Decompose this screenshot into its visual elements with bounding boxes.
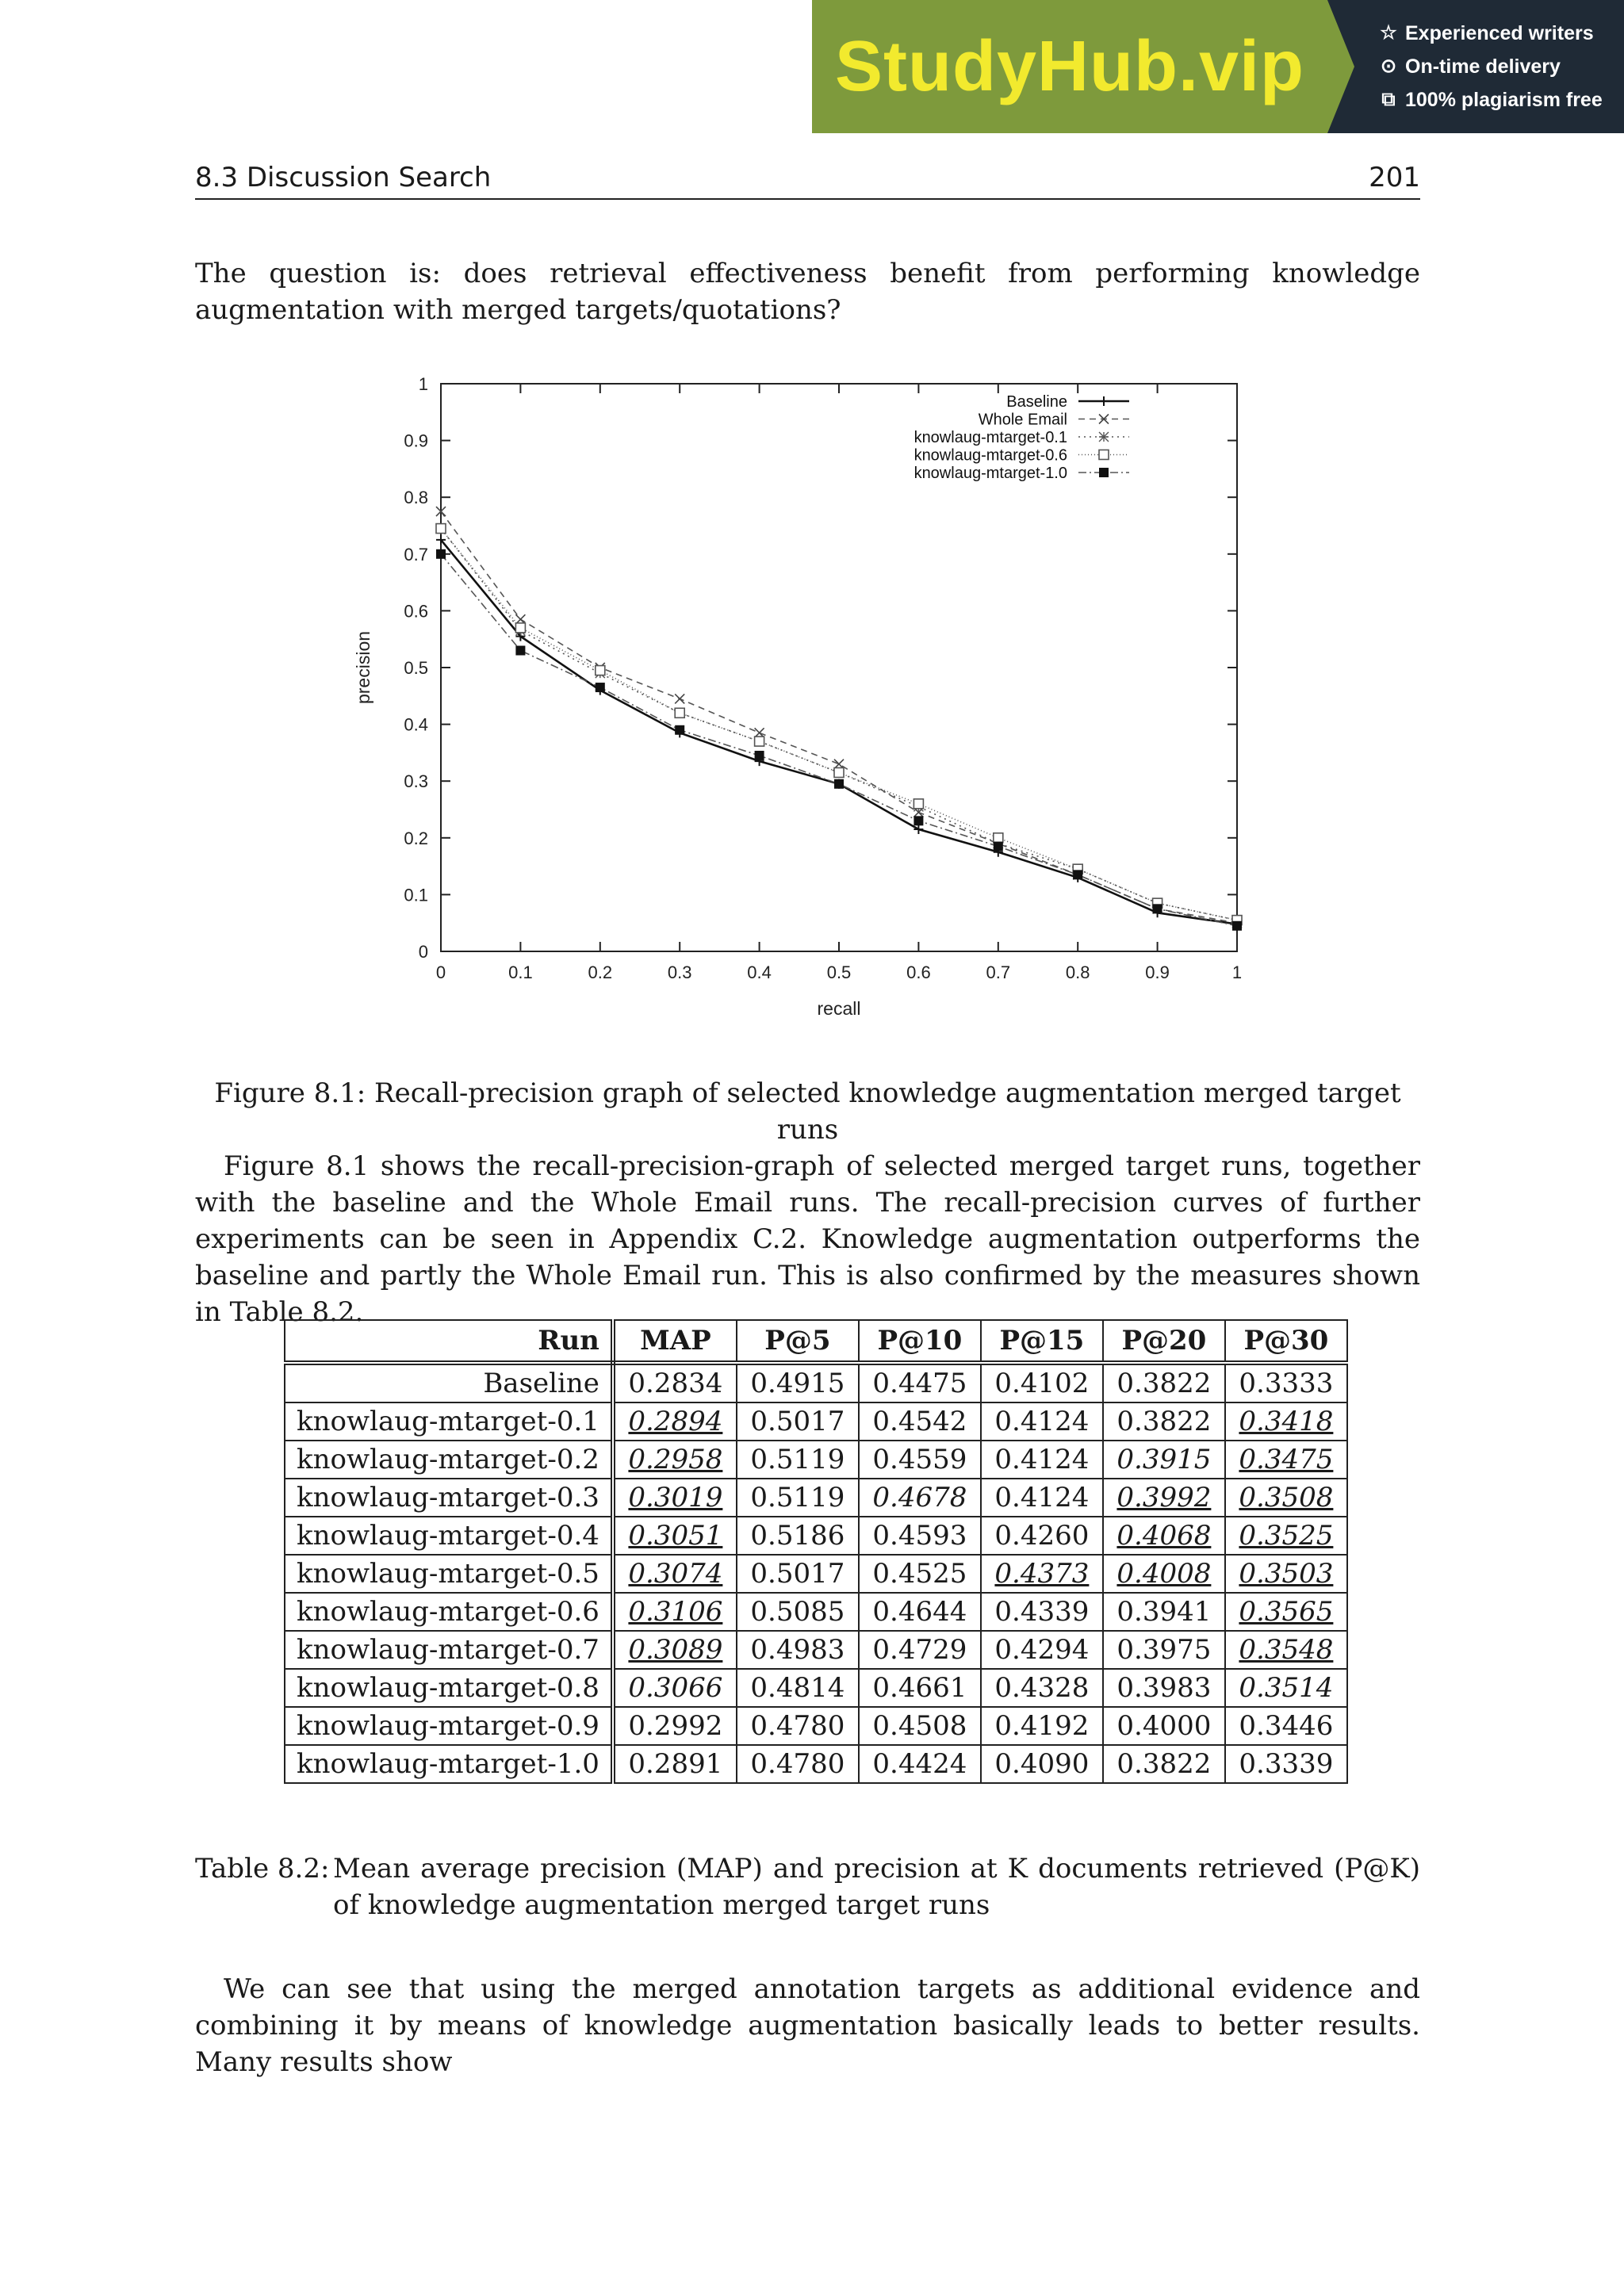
x-tick-label: 0.7 xyxy=(986,962,1011,982)
table-row xyxy=(285,1745,1347,1783)
value-cell: 0.4780 xyxy=(737,1745,859,1783)
value-cell: 0.3475 xyxy=(1225,1441,1347,1479)
value-cell: 0.3514 xyxy=(1225,1669,1347,1707)
table-row xyxy=(285,1669,1347,1707)
column-header: P@15 xyxy=(981,1320,1103,1363)
series-line xyxy=(441,511,1237,923)
y-tick-label: 0.5 xyxy=(404,658,428,678)
value-cell: 0.3333 xyxy=(1225,1363,1347,1402)
column-header: P@5 xyxy=(737,1320,859,1363)
value-cell: 0.2894 xyxy=(613,1402,737,1441)
page-number: 201 xyxy=(1369,162,1420,193)
value-cell: 0.3074 xyxy=(613,1555,737,1593)
run-name-cell: knowlaug-mtarget-0.5 xyxy=(285,1555,613,1593)
data-point xyxy=(755,737,764,746)
table-header-row xyxy=(285,1320,1347,1363)
value-cell: 0.3915 xyxy=(1103,1441,1225,1479)
data-point xyxy=(914,825,923,834)
brand-logo: StudyHub.vip xyxy=(835,26,1304,106)
value-cell: 0.2992 xyxy=(613,1707,737,1745)
value-cell: 0.4124 xyxy=(981,1479,1103,1517)
column-header: MAP xyxy=(613,1320,737,1363)
recall-precision-chart xyxy=(341,365,1277,1015)
data-point xyxy=(914,799,923,809)
data-point xyxy=(1153,904,1162,913)
value-cell: 0.3446 xyxy=(1225,1707,1347,1745)
value-cell: 0.3525 xyxy=(1225,1517,1347,1555)
feature-item xyxy=(1378,17,1624,50)
data-point xyxy=(675,725,684,735)
column-header: P@10 xyxy=(859,1320,981,1363)
figure-caption: Figure 8.1: Recall-precision graph of selected knowledge augmentation merged target runs xyxy=(214,1077,1401,1146)
run-name-cell: knowlaug-mtarget-0.8 xyxy=(285,1669,613,1707)
value-cell: 0.5119 xyxy=(737,1479,859,1517)
value-cell: 0.5119 xyxy=(737,1441,859,1479)
data-point xyxy=(515,623,525,633)
y-tick-label: 0.4 xyxy=(404,714,428,735)
value-cell: 0.5186 xyxy=(737,1517,859,1555)
value-cell: 0.4294 xyxy=(981,1631,1103,1669)
section-title: 8.3 Discussion Search xyxy=(195,162,492,193)
value-cell: 0.4593 xyxy=(859,1517,981,1555)
value-cell: 0.4983 xyxy=(737,1631,859,1669)
data-point xyxy=(1232,921,1242,931)
value-cell: 0.4559 xyxy=(859,1441,981,1479)
x-tick-label: 0.4 xyxy=(747,962,772,982)
run-name-cell: knowlaug-mtarget-0.7 xyxy=(285,1631,613,1669)
data-point xyxy=(675,708,684,718)
intro-paragraph: The question is: does retrieval effectiveness benefit from performing knowledge augmentation with merged targets/quotations? xyxy=(195,258,1420,326)
table-body xyxy=(285,1363,1347,1783)
value-cell: 0.4475 xyxy=(859,1363,981,1402)
x-tick-label: 0.6 xyxy=(906,962,931,982)
value-cell: 0.3822 xyxy=(1103,1363,1225,1402)
value-cell: 0.4008 xyxy=(1103,1555,1225,1593)
data-point xyxy=(755,751,764,760)
run-name-cell: knowlaug-mtarget-0.4 xyxy=(285,1517,613,1555)
value-cell: 0.4814 xyxy=(737,1669,859,1707)
run-name-cell: Baseline xyxy=(285,1363,613,1402)
run-name-cell: knowlaug-mtarget-1.0 xyxy=(285,1745,613,1783)
column-header: Run xyxy=(285,1320,613,1363)
table-caption-text: Mean average precision (MAP) and precision at K documents retrieved (P@K) of knowledge augmentation merged target runs xyxy=(333,1853,1420,1921)
value-cell: 0.4508 xyxy=(859,1707,981,1745)
table-row xyxy=(285,1363,1347,1402)
copy-icon: ⧉ xyxy=(1381,89,1396,110)
value-cell: 0.3992 xyxy=(1103,1479,1225,1517)
value-cell: 0.4090 xyxy=(981,1745,1103,1783)
data-point xyxy=(994,833,1003,843)
value-cell: 0.4124 xyxy=(981,1402,1103,1441)
value-cell: 0.3089 xyxy=(613,1631,737,1669)
data-point xyxy=(596,666,605,675)
x-tick-label: 0.9 xyxy=(1145,962,1170,982)
value-cell: 0.4424 xyxy=(859,1745,981,1783)
plot-frame xyxy=(441,384,1237,951)
run-name-cell: knowlaug-mtarget-0.9 xyxy=(285,1707,613,1745)
data-point xyxy=(436,549,446,559)
series-line xyxy=(441,529,1237,920)
x-tick-label: 0.3 xyxy=(667,962,692,982)
data-point xyxy=(675,694,684,703)
value-cell: 0.4661 xyxy=(859,1669,981,1707)
x-tick-label: 0.2 xyxy=(588,962,613,982)
data-point xyxy=(596,683,605,692)
value-cell: 0.3339 xyxy=(1225,1745,1347,1783)
y-tick-label: 0.8 xyxy=(404,488,428,508)
table-row xyxy=(285,1631,1347,1669)
value-cell: 0.3565 xyxy=(1225,1593,1347,1631)
x-axis-label: recall xyxy=(817,998,861,1015)
studyhub-banner[interactable] xyxy=(812,0,1624,133)
value-cell: 0.3051 xyxy=(613,1517,737,1555)
data-point xyxy=(1073,870,1082,879)
value-cell: 0.5017 xyxy=(737,1555,859,1593)
legend-label: knowlaug-mtarget-0.1 xyxy=(914,429,1067,446)
data-point xyxy=(1099,396,1109,406)
value-cell: 0.4339 xyxy=(981,1593,1103,1631)
legend-label: Baseline xyxy=(1006,393,1067,411)
x-tick-label: 0 xyxy=(435,962,446,982)
y-tick-label: 0.6 xyxy=(404,601,428,622)
table-row xyxy=(285,1707,1347,1745)
value-cell: 0.4542 xyxy=(859,1402,981,1441)
value-cell: 0.3983 xyxy=(1103,1669,1225,1707)
clock-icon: ⊙ xyxy=(1380,55,1397,77)
value-cell: 0.4260 xyxy=(981,1517,1103,1555)
y-tick-label: 0.7 xyxy=(404,544,428,564)
data-point xyxy=(914,816,923,825)
discussion-paragraph: Figure 8.1 shows the recall-precision-graph of selected merged target runs, together with the baseline and the Whole Email runs. The recall-precision curves of further experiments can be seen in Appendix C.2. Knowledge augmentation outperforms the baseline and partly the Whole Email run. This is also confirmed by the measures shown in Table 8.2. xyxy=(195,1150,1420,1328)
feature-item xyxy=(1378,83,1624,117)
value-cell: 0.4678 xyxy=(859,1479,981,1517)
value-cell: 0.3019 xyxy=(613,1479,737,1517)
value-cell: 0.3508 xyxy=(1225,1479,1347,1517)
data-point xyxy=(436,524,446,534)
table-row xyxy=(285,1555,1347,1593)
value-cell: 0.4068 xyxy=(1103,1517,1225,1555)
value-cell: 0.4525 xyxy=(859,1555,981,1593)
table-caption xyxy=(195,1850,1420,1923)
table-row xyxy=(285,1479,1347,1517)
value-cell: 0.4915 xyxy=(737,1363,859,1402)
run-name-cell: knowlaug-mtarget-0.1 xyxy=(285,1402,613,1441)
value-cell: 0.5085 xyxy=(737,1593,859,1631)
data-point xyxy=(834,779,844,789)
table-row xyxy=(285,1517,1347,1555)
value-cell: 0.3066 xyxy=(613,1669,737,1707)
value-cell: 0.3975 xyxy=(1103,1631,1225,1669)
data-point xyxy=(994,842,1003,851)
run-name-cell: knowlaug-mtarget-0.3 xyxy=(285,1479,613,1517)
value-cell: 0.3941 xyxy=(1103,1593,1225,1631)
feature-label: Experienced writers xyxy=(1405,22,1594,44)
value-cell: 0.4328 xyxy=(981,1669,1103,1707)
y-axis-label: precision xyxy=(353,630,373,705)
y-tick-label: 0.1 xyxy=(404,885,428,905)
y-tick-label: 0 xyxy=(418,942,428,962)
banner-divider xyxy=(1327,0,1354,133)
x-tick-label: 0.8 xyxy=(1065,962,1090,982)
feature-item xyxy=(1378,50,1624,83)
value-cell: 0.5017 xyxy=(737,1402,859,1441)
run-name-cell: knowlaug-mtarget-0.6 xyxy=(285,1593,613,1631)
table-row xyxy=(285,1593,1347,1631)
y-tick-label: 0.9 xyxy=(404,430,428,451)
value-cell: 0.4000 xyxy=(1103,1707,1225,1745)
series-line xyxy=(441,554,1237,926)
value-cell: 0.4192 xyxy=(981,1707,1103,1745)
y-tick-label: 0.2 xyxy=(404,828,428,848)
star-icon: ☆ xyxy=(1380,22,1397,44)
table-row xyxy=(285,1441,1347,1479)
y-tick-label: 1 xyxy=(418,374,428,394)
value-cell: 0.3106 xyxy=(613,1593,737,1631)
chart-svg xyxy=(341,365,1277,1015)
feature-label: On-time delivery xyxy=(1405,55,1561,78)
feature-label: 100% plagiarism free xyxy=(1405,89,1603,111)
y-tick-label: 0.3 xyxy=(404,771,428,792)
value-cell: 0.4780 xyxy=(737,1707,859,1745)
value-cell: 0.3822 xyxy=(1103,1745,1225,1783)
data-point xyxy=(834,767,844,777)
value-cell: 0.4729 xyxy=(859,1631,981,1669)
value-cell: 0.2891 xyxy=(613,1745,737,1783)
value-cell: 0.3503 xyxy=(1225,1555,1347,1593)
feature-list xyxy=(1354,0,1624,133)
x-tick-label: 0.1 xyxy=(508,962,533,982)
legend-label: knowlaug-mtarget-0.6 xyxy=(914,446,1067,465)
table-row xyxy=(285,1402,1347,1441)
value-cell: 0.4373 xyxy=(981,1555,1103,1593)
table-caption-label: Table 8.2: xyxy=(195,1853,330,1885)
data-point xyxy=(1099,450,1109,460)
value-cell: 0.2834 xyxy=(613,1363,737,1402)
value-cell: 0.3418 xyxy=(1225,1402,1347,1441)
value-cell: 0.4124 xyxy=(981,1441,1103,1479)
conclusion-paragraph: We can see that using the merged annotation targets as additional evidence and combining it by means of knowledge augmentation basically leads to better results. Many results show xyxy=(195,1973,1420,2078)
series-line xyxy=(441,540,1237,924)
value-cell: 0.2958 xyxy=(613,1441,737,1479)
value-cell: 0.3822 xyxy=(1103,1402,1225,1441)
legend-label: knowlaug-mtarget-1.0 xyxy=(914,465,1067,482)
value-cell: 0.3548 xyxy=(1225,1631,1347,1669)
data-point xyxy=(515,646,525,656)
data-point xyxy=(1099,468,1109,477)
series-line xyxy=(441,529,1237,920)
column-header: P@20 xyxy=(1103,1320,1225,1363)
brand-panel xyxy=(812,0,1327,133)
data-point xyxy=(1099,432,1109,442)
results-table xyxy=(284,1319,1348,1784)
data-point xyxy=(1099,415,1109,424)
run-name-cell: knowlaug-mtarget-0.2 xyxy=(285,1441,613,1479)
x-tick-label: 1 xyxy=(1231,962,1243,982)
running-header xyxy=(195,159,1420,200)
legend-label: Whole Email xyxy=(978,411,1067,429)
x-tick-label: 0.5 xyxy=(826,962,852,982)
value-cell: 0.4102 xyxy=(981,1363,1103,1402)
value-cell: 0.4644 xyxy=(859,1593,981,1631)
column-header: P@30 xyxy=(1225,1320,1347,1363)
